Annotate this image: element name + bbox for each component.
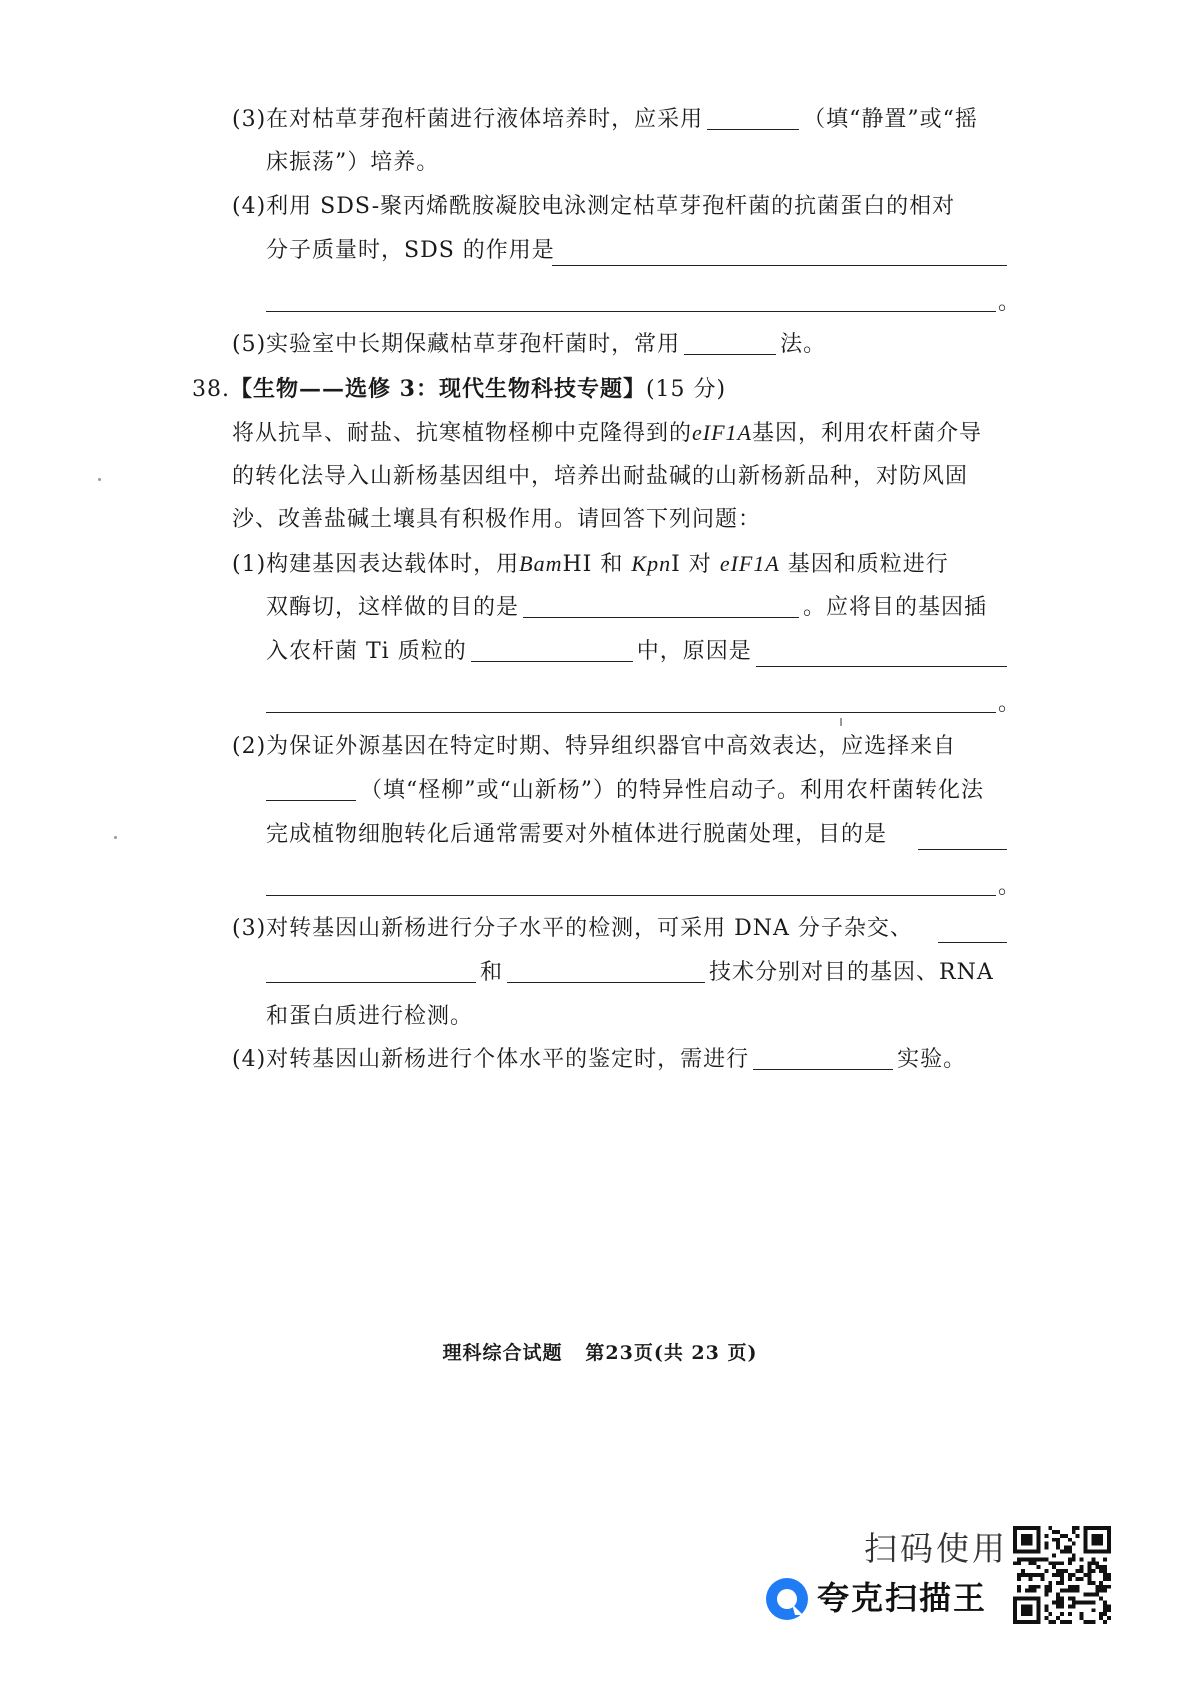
period-mark: 。	[998, 290, 1021, 315]
q37-p4-text: 分子质量时，SDS 的作用是	[266, 238, 555, 263]
watermark-brand: 夸克扫描王	[817, 1579, 988, 1617]
q38-p3-text-a: (3)对转基因山新杨进行分子水平的检测，可采用 DNA 分子杂交、	[232, 916, 913, 941]
q38-header-title: 【生物——选修 3：现代生物科技专题】	[230, 376, 646, 402]
answer-blank[interactable]	[471, 637, 633, 662]
q37-p4-line2	[266, 236, 555, 266]
footer-exam-title: 理科综合试题	[442, 1342, 563, 1364]
q38-p3-line2	[266, 958, 994, 988]
enzyme-suffix: Ⅰ	[671, 552, 681, 577]
q38-p1-text-e: 。应将目的基因插	[803, 595, 988, 620]
answer-blank[interactable]	[756, 666, 1007, 667]
q38-p1-text-g: 中，原因是	[636, 639, 752, 664]
q37-p3-line2: 床振荡”）培养。	[266, 150, 440, 175]
q38-intro-text-a: 将从抗旱、耐盐、抗寒植物柽柳中克隆得到的	[232, 421, 693, 446]
q38-p1-text-f: 入农杆菌 Ti 质粒的	[266, 639, 467, 664]
q38-p1-text-a: (1)构建基因表达载体时，用	[232, 552, 520, 577]
gene-name: eIF1A	[692, 420, 752, 445]
enzyme-name: Kpn	[631, 551, 672, 576]
q38-header	[192, 374, 726, 405]
answer-blank[interactable]	[938, 942, 1007, 943]
scan-speck	[840, 718, 842, 726]
enzyme-name: Bam	[519, 551, 563, 576]
page-footer	[0, 1338, 1200, 1365]
answer-blank[interactable]	[266, 895, 996, 896]
q38-number: 38.	[192, 377, 230, 402]
enzyme-suffix: HⅠ	[562, 552, 593, 577]
q38-p2-line1: (2)为保证外源基因在特定时期、特异组织器官中高效表达，应选择来自	[232, 734, 957, 759]
q38-p1-line3	[266, 637, 752, 667]
q38-p4-text-a: (4)对转基因山新杨进行个体水平的鉴定时，需进行	[232, 1047, 750, 1072]
q37-p5-text-b: 法。	[780, 332, 827, 357]
q37-p4-line1: (4)利用 SDS-聚丙烯酰胺凝胶电泳测定枯草芽孢杆菌的抗菌蛋白的相对	[232, 194, 956, 219]
qr-code-icon[interactable]	[1013, 1526, 1111, 1624]
answer-blank[interactable]	[266, 776, 356, 801]
q38-p1-line1	[232, 549, 949, 580]
answer-blank[interactable]	[523, 593, 799, 618]
scan-speck	[98, 478, 101, 481]
gene-name: eIF1A	[719, 551, 780, 576]
answer-blank[interactable]	[507, 958, 705, 983]
q38-p2-line2	[266, 776, 984, 806]
q38-p1-text-d: 双酶切，这样做的目的是	[266, 595, 520, 620]
q38-p4-line	[232, 1045, 966, 1075]
conjunction: 和	[600, 552, 624, 577]
conjunction: 和	[480, 960, 504, 985]
q38-p1-text-c: 基因和质粒进行	[787, 552, 949, 577]
q38-p2-text-b: （填“柽柳”或“山新杨”）的特异性启动子。利用农杆菌转化法	[360, 778, 984, 803]
q38-p1-line2	[266, 593, 987, 623]
q38-p2-text-c: 完成植物细胞转化后通常需要对外植体进行脱菌处理，目的是	[266, 822, 888, 847]
footer-page-number: 第23页(共 23 页)	[585, 1342, 758, 1364]
q37-p3-text-b: （填“静置”或“摇	[803, 107, 978, 132]
q38-p3-line1	[232, 914, 913, 944]
answer-blank[interactable]	[707, 105, 799, 130]
q37-p3-line1	[232, 105, 978, 135]
q38-intro-line3: 沙、改善盐碱土壤具有积极作用。请回答下列问题：	[232, 507, 762, 532]
answer-blank[interactable]	[753, 1045, 893, 1070]
answer-blank[interactable]	[918, 849, 1007, 850]
answer-blank[interactable]	[552, 265, 1007, 266]
q38-score: (15 分)	[645, 377, 727, 402]
period-mark: 。	[998, 874, 1021, 899]
answer-blank[interactable]	[266, 958, 476, 983]
q37-p5-line	[232, 330, 826, 360]
q37-p3-text-a: (3)在对枯草芽孢杆菌进行液体培养时，应采用	[232, 107, 704, 132]
q38-intro-line1	[232, 418, 982, 449]
quark-logo-icon	[765, 1577, 809, 1621]
answer-blank[interactable]	[684, 330, 776, 355]
answer-blank[interactable]	[266, 311, 996, 312]
q38-p1-text-b: 对	[688, 552, 712, 577]
q38-p2-line3	[266, 820, 887, 850]
watermark-scan-prompt: 扫码使用	[864, 1529, 1008, 1568]
q38-intro-line2: 的转化法导入山新杨基因组中，培养出耐盐碱的山新杨新品种，对防风固	[232, 464, 969, 489]
q37-p5-text-a: (5)实验室中长期保藏枯草芽孢杆菌时，常用	[232, 332, 681, 357]
q38-intro-text-b: 基因，利用农杆菌介导	[751, 421, 982, 446]
scan-speck	[114, 836, 117, 839]
answer-blank[interactable]	[266, 712, 996, 713]
q38-p3-line3: 和蛋白质进行检测。	[266, 1004, 474, 1029]
q38-p3-text-b: 技术分别对目的基因、RNA	[709, 960, 994, 985]
q38-p4-text-b: 实验。	[897, 1047, 967, 1072]
period-mark: 。	[998, 691, 1021, 716]
